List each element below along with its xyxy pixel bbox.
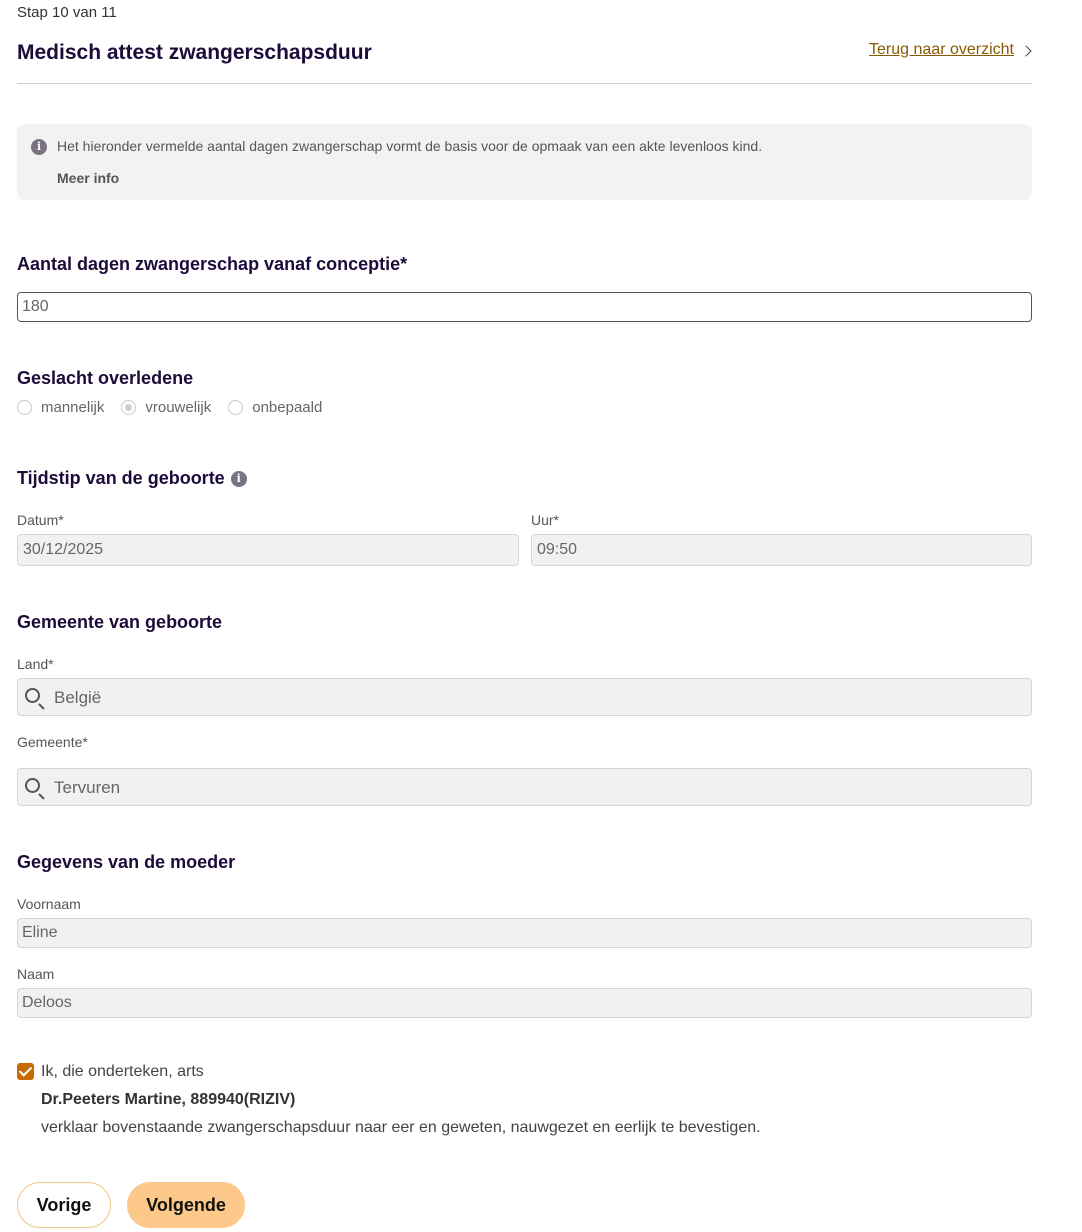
lastname-label: Naam (17, 966, 55, 982)
declaration-line3: verklaar bovenstaande zwangerschapsduur naar eer en geweten, nauwgezet en eerlijk te bevestigen. (41, 1119, 761, 1136)
lastname-field[interactable]: Deloos (17, 988, 1032, 1018)
gender-label: Geslacht overledene (17, 368, 194, 388)
gender-option-undetermined[interactable] (228, 399, 322, 416)
more-info-link[interactable]: Meer info (57, 170, 120, 186)
radio-male[interactable] (17, 400, 32, 415)
country-label: Land* (17, 656, 54, 672)
time-field[interactable]: 09:50 (531, 534, 1032, 566)
country-search-field[interactable] (17, 678, 1032, 716)
gender-option-female[interactable] (121, 399, 211, 416)
info-text: Het hieronder vermelde aantal dagen zwangerschap vormt de basis voor de opmaak van een akte levenloos kind. (57, 138, 763, 154)
firstname-field[interactable]: Eline (17, 918, 1032, 948)
page-title: Medisch attest zwangerschapsduur (17, 41, 372, 64)
radio-female-label: vrouwelijk (145, 399, 212, 416)
time-label: Uur* (531, 512, 560, 528)
divider (17, 83, 1032, 84)
radio-female[interactable] (121, 400, 136, 415)
birth-time-title (17, 468, 247, 489)
next-button[interactable]: Volgende (127, 1182, 245, 1228)
back-link-label: Terug naar overzicht (869, 41, 1014, 58)
gender-radio-group (17, 399, 339, 416)
country-value: België (54, 688, 102, 707)
declaration-checkbox[interactable] (17, 1063, 34, 1080)
municipality-search-field[interactable] (17, 768, 1032, 806)
municipality-value: Tervuren (54, 778, 121, 797)
chevron-right-icon (1020, 45, 1031, 56)
birth-time-label: Tijdstip van de geboorte (17, 468, 225, 488)
step-indicator: Stap 10 van 11 (17, 4, 117, 21)
date-label: Datum* (17, 512, 64, 528)
search-icon (25, 688, 40, 703)
info-icon: i (31, 139, 47, 155)
municipality-label: Gemeente* (17, 734, 88, 750)
mother-title: Gegevens van de moeder (17, 852, 236, 872)
birth-place-title: Gemeente van geboorte (17, 612, 223, 632)
previous-button[interactable]: Vorige (17, 1182, 111, 1228)
info-box (17, 124, 1032, 200)
back-to-overview-link[interactable] (869, 41, 1030, 59)
pregnancy-days-input[interactable]: 180 (17, 292, 1032, 322)
info-icon[interactable]: i (231, 471, 247, 487)
firstname-label: Voornaam (17, 896, 81, 912)
radio-undetermined-label: onbepaald (252, 399, 323, 416)
radio-male-label: mannelijk (41, 399, 105, 416)
radio-undetermined[interactable] (228, 400, 243, 415)
declaration-doctor: Dr.Peeters Martine, 889940(RIZIV) (41, 1091, 296, 1108)
declaration-line1: Ik, die onderteken, arts (41, 1063, 204, 1080)
date-field[interactable]: 30/12/2025 (17, 534, 519, 566)
pregnancy-days-label: Aantal dagen zwangerschap vanaf conceptie* (17, 254, 408, 274)
gender-option-male[interactable] (17, 399, 104, 416)
search-icon (25, 778, 40, 793)
